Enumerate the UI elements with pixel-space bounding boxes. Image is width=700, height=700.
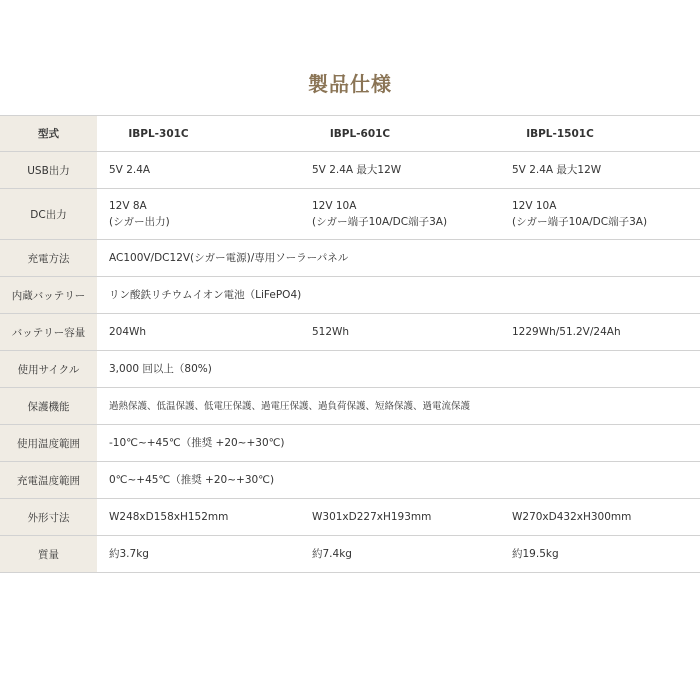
row-label: 使用温度範囲 xyxy=(0,425,97,462)
spec-value: 約3.7kg xyxy=(109,548,149,560)
model-name: IBPL-1501C xyxy=(526,127,594,140)
row-label: 充電温度範囲 xyxy=(0,462,97,499)
table-row xyxy=(0,240,700,277)
spec-value: AC100V/DC12V(シガー電源)/専用ソーラーパネル xyxy=(109,252,349,264)
spec-value: 5V 2.4A 最大12W xyxy=(512,164,602,176)
row-label: USB出力 xyxy=(0,152,97,189)
row-label: 保護機能 xyxy=(0,388,97,425)
spec-value: リン酸鉄リチウムイオン電池（LiFePO4) xyxy=(109,289,302,301)
spec-value: 0℃~+45℃（推奨 +20~+30℃) xyxy=(109,474,275,486)
model-name: IBPL-301C xyxy=(128,127,189,140)
spec-value: 1229Wh/51.2V/24Ah xyxy=(512,326,621,338)
row-label: 使用サイクル xyxy=(0,351,97,388)
spec-line: (シガー端子10A/DC端子3A) xyxy=(312,216,448,228)
row-label: 充電方法 xyxy=(0,240,97,277)
spec-value: 5V 2.4A 最大12W xyxy=(312,164,402,176)
table-row xyxy=(0,314,700,351)
table-row xyxy=(0,425,700,462)
table-row xyxy=(0,499,700,536)
row-label: バッテリー容量 xyxy=(0,314,97,351)
table-row xyxy=(0,152,700,189)
table-row xyxy=(0,351,700,388)
spec-line: (シガー端子10A/DC端子3A) xyxy=(512,216,648,228)
spec-table xyxy=(0,115,700,573)
spec-line: 12V 8A xyxy=(109,200,147,212)
spec-value: -10℃~+45℃（推奨 +20~+30℃) xyxy=(109,437,285,449)
spec-value: 約19.5kg xyxy=(512,548,559,560)
table-row xyxy=(0,277,700,314)
table-header-row xyxy=(0,116,700,152)
spec-value: W301xD227xH193mm xyxy=(312,511,432,523)
spec-value: 3,000 回以上（80%) xyxy=(109,363,212,375)
spec-value: 512Wh xyxy=(312,326,350,338)
spec-line: 過熱保護、低温保護、低電圧保護、過電圧保護、過負荷保護、短絡保護、過電流保護 xyxy=(109,400,471,412)
spec-value: 5V 2.4A xyxy=(109,164,151,176)
spec-line: 12V 10A xyxy=(512,200,557,212)
table-row xyxy=(0,462,700,499)
spec-value xyxy=(300,189,500,240)
page-title: 製品仕様 xyxy=(308,72,392,96)
row-label: 内蔵バッテリー xyxy=(0,277,97,314)
row-label: 質量 xyxy=(0,536,97,573)
row-label: 型式 xyxy=(0,116,97,152)
model-name: IBPL-601C xyxy=(329,127,391,140)
row-label: DC出力 xyxy=(0,189,97,240)
spec-line: 12V 10A xyxy=(312,200,357,212)
spec-line: (シガー出力) xyxy=(109,216,170,228)
table-row xyxy=(0,388,700,425)
spec-value xyxy=(97,189,300,240)
spec-value: W270xD432xH300mm xyxy=(512,511,632,523)
spec-value: W248xD158xH152mm xyxy=(109,511,229,523)
spec-value xyxy=(500,189,700,240)
table-row xyxy=(0,536,700,573)
spec-value: 約7.4kg xyxy=(312,548,352,560)
spec-value xyxy=(97,388,700,425)
spec-value: 204Wh xyxy=(109,326,147,338)
table-row xyxy=(0,189,700,240)
row-label: 外形寸法 xyxy=(0,499,97,536)
